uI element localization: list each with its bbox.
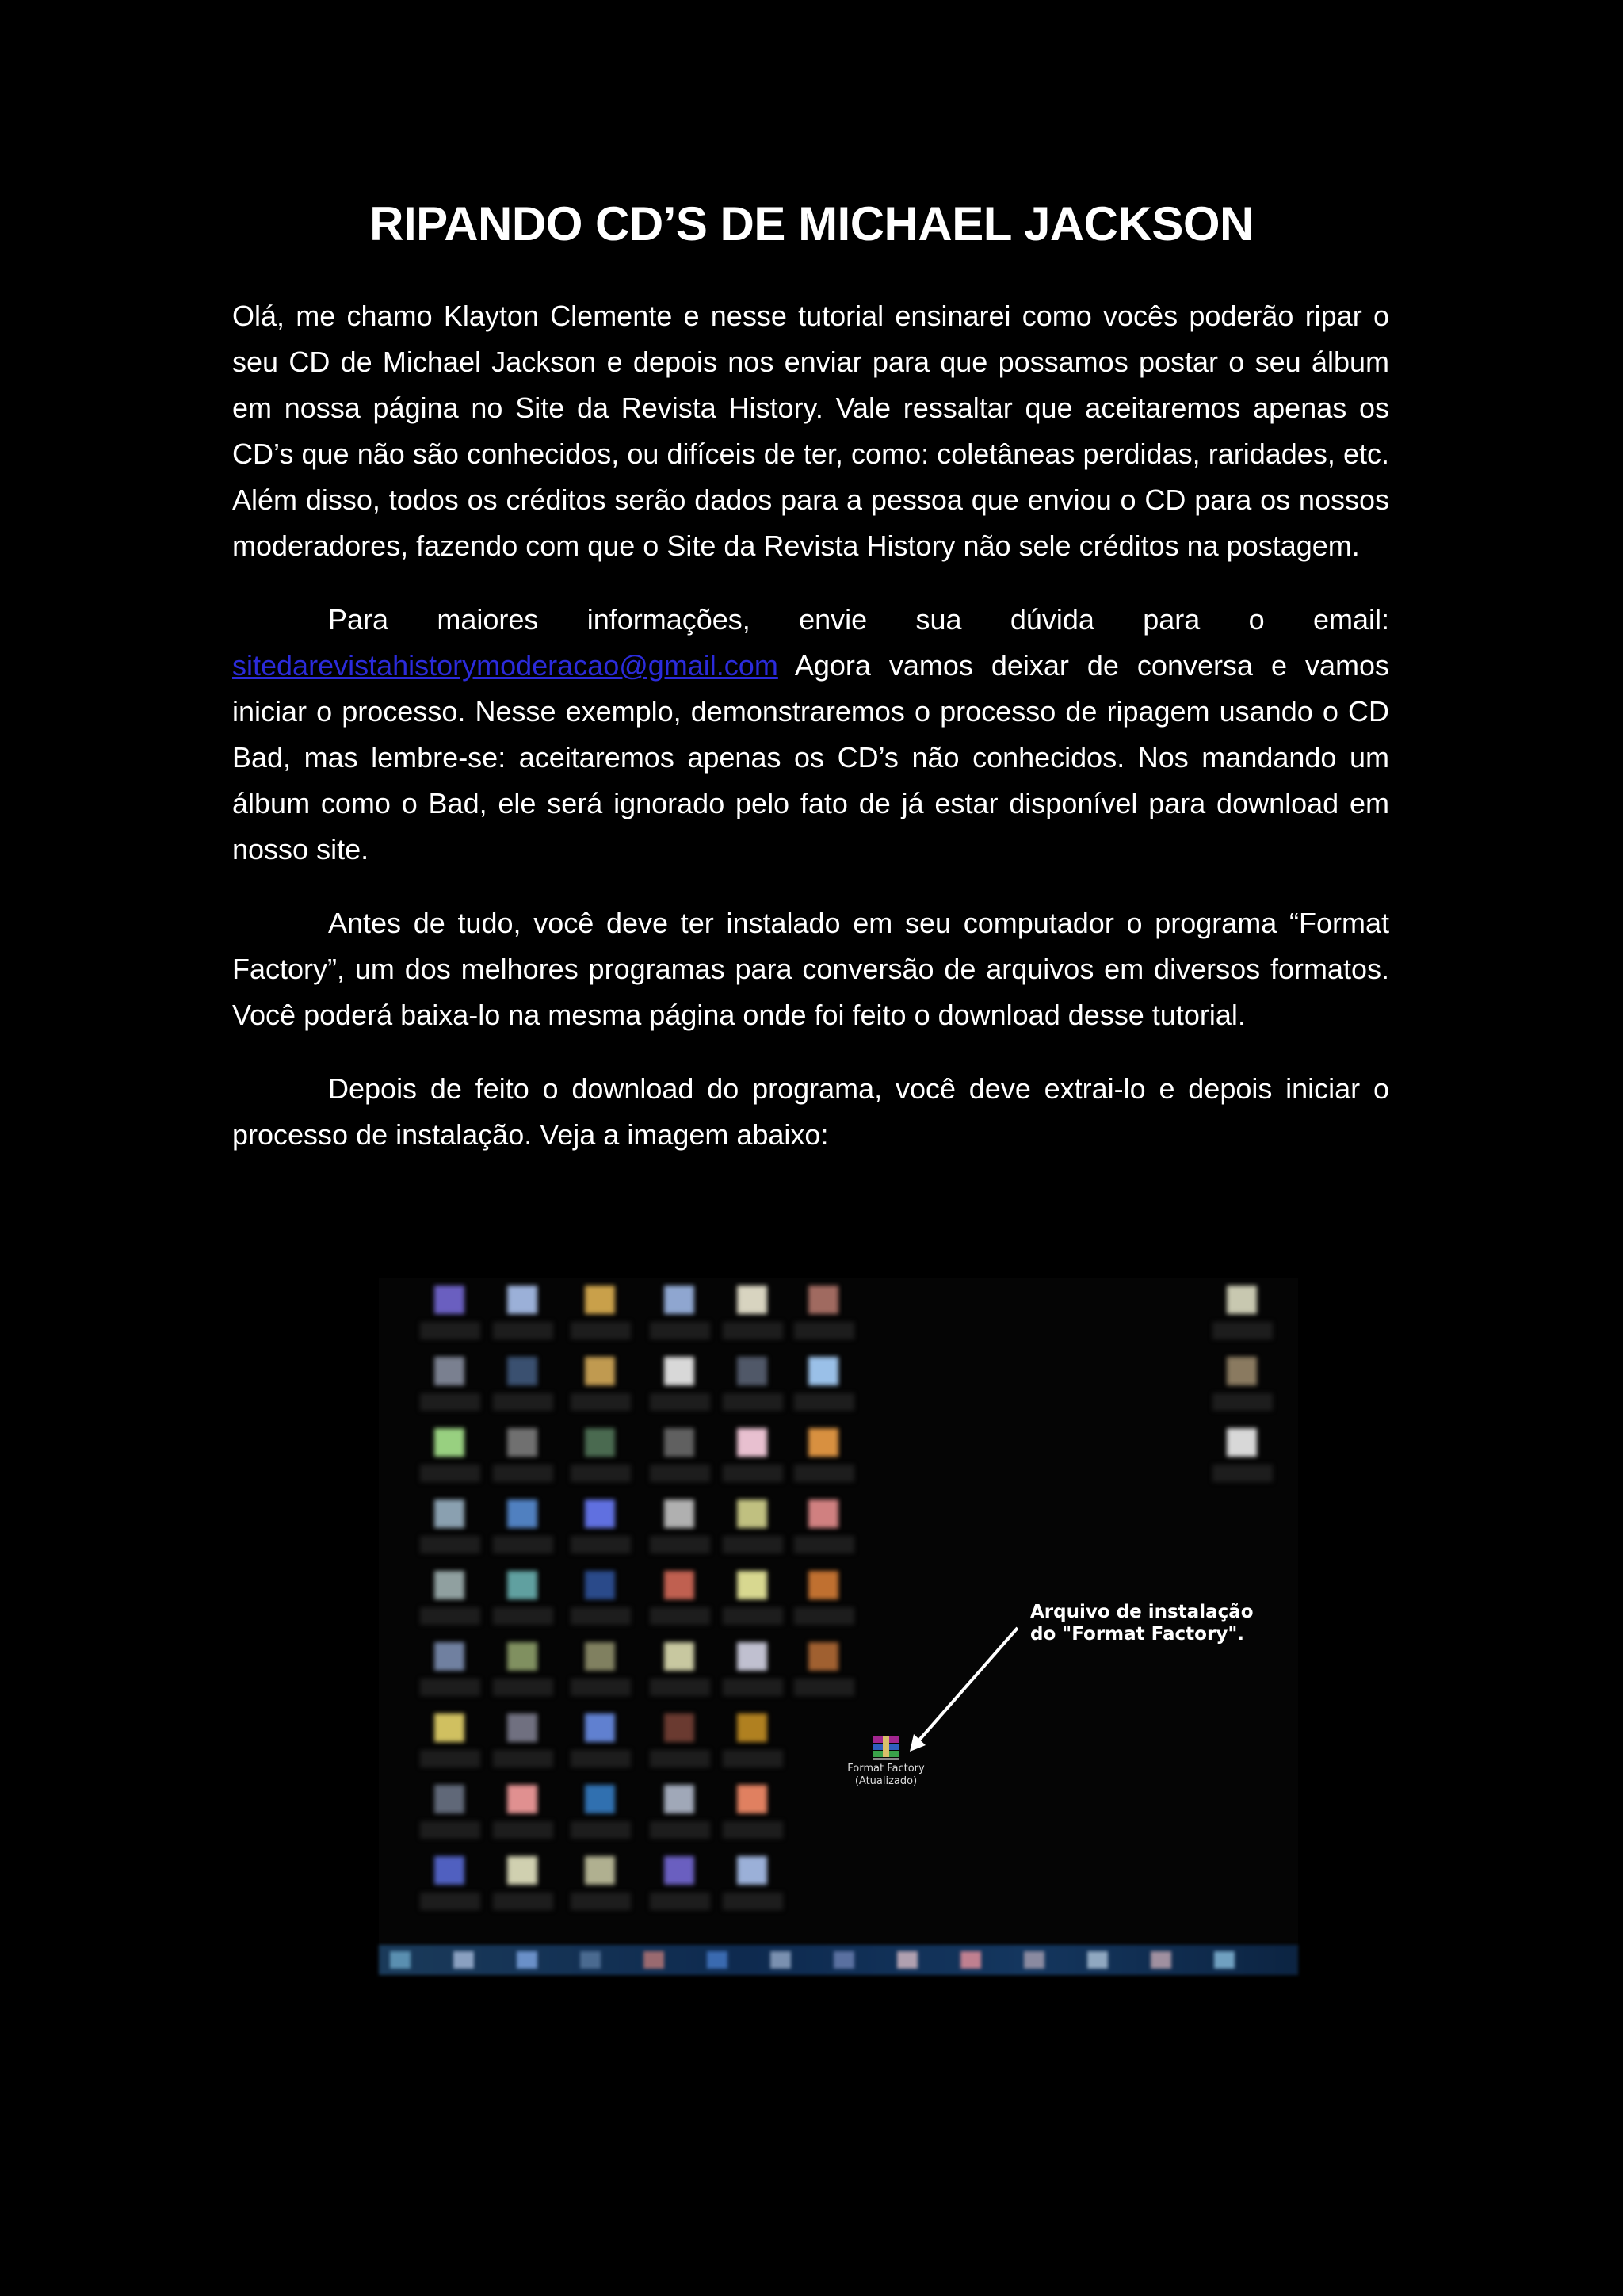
callout-line-2: do "Format Factory". [1030, 1624, 1245, 1645]
contact-paragraph-end: Agora vamos deixar de conversa e vamos iniciar o processo. Nesse exemplo, demonstraremos o processo de ripagem usando o CD Bad, mas lembre-se: aceitaremos apenas os CD’s não conhecidos. Nos mandando um álbum como o Bad, ele será ignorado pelo fato de já estar disponível para download em nosso site. [232, 649, 1389, 865]
installation-paragraph: Depois de feito o download do programa, você deve extrai-lo e depois iniciar o processo de instalação. Veja a imagem abaixo: [232, 1072, 1389, 1151]
file-label-name: Format Factory [847, 1763, 925, 1775]
taskbar-app-icon[interactable] [390, 1951, 411, 1969]
email-link[interactable]: sitedarevistahistorymoderacao@gmail.com [232, 649, 778, 682]
taskbar-app-icon[interactable] [897, 1951, 918, 1969]
taskbar-app-icon[interactable] [580, 1951, 601, 1969]
taskbar [379, 1945, 1298, 1975]
taskbar-app-icon[interactable] [643, 1951, 664, 1969]
taskbar-app-icon[interactable] [517, 1951, 537, 1969]
taskbar-app-icon[interactable] [453, 1951, 474, 1969]
contact-paragraph-start: Para maiores informações, envie sua dúvida para o email: [328, 603, 1389, 636]
taskbar-app-icon[interactable] [834, 1951, 854, 1969]
intro-paragraph: Olá, me chamo Klayton Clemente e nesse tutorial ensinarei como vocês poderão ripar o seu CD de Michael Jackson e depois nos enviar para que possamos postar o seu álbum em nossa página no Site da Revista History. Vale ressaltar que aceitaremos apenas os CD’s que não são conhecidos, ou difíceis de ter, como: coletâneas perdidas, raridades, etc. Além disso, todos os créditos serão dados para a pessoa que enviou o CD para os nossos moderadores, fazendo com que o Site da Revista History não sele créditos na postagem. [232, 300, 1389, 562]
taskbar-app-icon[interactable] [707, 1951, 727, 1969]
format-factory-paragraph: Antes de tudo, você deve ter instalado em seu computador o programa “Format Factory”, um dos melhores programas para conversão de arquivos em diversos formatos. Você poderá baixa-lo na mesma página onde foi feito o download desse tutorial. [232, 907, 1389, 1031]
taskbar-app-icon[interactable] [770, 1951, 791, 1969]
installer-callout [1030, 1601, 1268, 1645]
document-body [232, 293, 1389, 1186]
taskbar-app-icon[interactable] [1087, 1951, 1108, 1969]
taskbar-app-icon[interactable] [1151, 1951, 1171, 1969]
taskbar-app-icon[interactable] [960, 1951, 981, 1969]
page-title: RIPANDO CD’S DE MICHAEL JACKSON [369, 197, 1254, 250]
taskbar-app-icon[interactable] [1214, 1951, 1235, 1969]
contact-paragraph [232, 597, 1389, 873]
desktop-screenshot-image [379, 1278, 1298, 1975]
callout-line-1: Arquivo de instalação [1030, 1602, 1254, 1622]
file-label-status: (Atualizado) [854, 1775, 918, 1787]
taskbar-app-icon[interactable] [1024, 1951, 1044, 1969]
